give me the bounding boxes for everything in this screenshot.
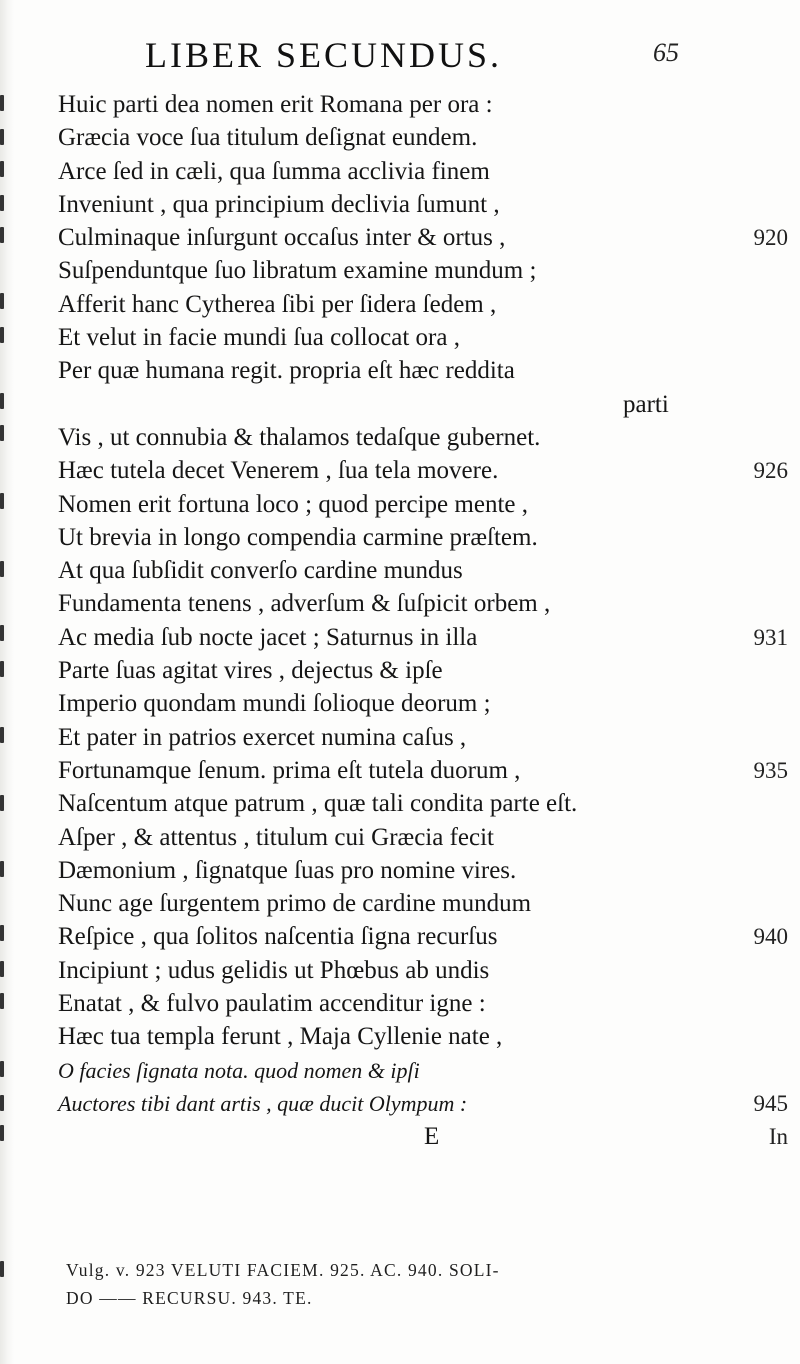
running-title: LIBER SECUNDUS.	[145, 35, 503, 75]
verse-text-line: Et pater in patrios exercet numina caſus ,	[58, 723, 467, 751]
verse-line	[58, 354, 788, 387]
verse-line	[58, 654, 788, 687]
verse-text-line: Græcia voce ſua titulum deſignat eundem.	[58, 124, 478, 152]
line-number: 940	[753, 924, 788, 950]
verse-text-line: Nomen erit fortuna loco ; quod percipe mente ,	[58, 490, 528, 518]
verse-line	[58, 821, 788, 854]
line-number: 920	[753, 225, 788, 251]
verse-text-line: Inveniunt , qua principium declivia ſumunt ,	[58, 190, 500, 218]
verse-text-line: Auctores tibi dant artis , quæ ducit Olympum :	[58, 1090, 468, 1116]
verse-text-line: Hæc tutela decet Venerem , ſua tela movere.	[58, 457, 499, 485]
verse-line	[58, 987, 788, 1020]
verse-text-line: Arce ſed in cæli, qua ſumma acclivia finem	[58, 157, 490, 185]
verse-text-line: Vis , ut connubia & thalamos tedaſque gubernet.	[58, 423, 541, 451]
verse-line	[58, 488, 788, 521]
verse-line	[58, 887, 788, 920]
verse-line	[58, 854, 788, 887]
verse-text-line: Culminaque inſurgunt occaſus inter & ortus ,	[58, 224, 506, 252]
verse-text-line: At qua ſubſidit converſo cardine mundus	[58, 557, 463, 585]
verse-text-line: Et velut in facie mundi ſua collocat ora ,	[58, 324, 460, 352]
verse-line	[58, 754, 788, 787]
verse-line	[58, 221, 788, 254]
page-header	[0, 34, 800, 74]
verse-line	[58, 388, 788, 421]
verse-line	[58, 188, 788, 221]
verse-text-line: Naſcentum atque patrum , quæ tali condita parte eſt.	[58, 790, 578, 818]
verse-line	[58, 1020, 788, 1053]
verse-text-line: Parte ſuas agitat vires , dejectus & ipſe	[58, 657, 443, 685]
verse-line	[58, 155, 788, 188]
verse-line	[58, 1087, 788, 1120]
verse-text-line: Dæmonium , ſignatque ſuas pro nomine vires.	[58, 856, 517, 884]
verse-line	[58, 454, 788, 487]
line-number: 931	[753, 624, 788, 650]
line-number: 926	[753, 458, 788, 484]
verse-text-line: Per quæ humana regit. propria eſt hæc reddita	[58, 357, 515, 385]
verse-line	[58, 587, 788, 620]
verse-text-line: Fundamenta tenens , adverſum & ſuſpicit orbem ,	[58, 590, 551, 618]
verse-line	[58, 920, 788, 953]
verse-line	[58, 721, 788, 754]
verse-text-line: Incipiunt ; udus gelidis ut Phœbus ab undis	[58, 956, 490, 984]
verse-line	[58, 954, 788, 987]
verse-text-line: Afferit hanc Cytherea ſibi per ſidera ſedem ,	[58, 290, 497, 318]
verse-text-line: Ac media ſub nocte jacet ; Saturnus in illa	[58, 623, 478, 651]
verse-line	[58, 621, 788, 654]
verse-line	[58, 787, 788, 820]
edge-marks	[0, 95, 8, 1335]
catchword-line	[58, 1120, 788, 1153]
verse-line	[58, 687, 788, 720]
verse-line	[58, 521, 788, 554]
verse-line	[58, 121, 788, 154]
verse-text-line: Fortunamque ſenum. prima eſt tutela duorum ,	[58, 756, 521, 784]
verse-text-line: Enatat , & fulvo paulatim accenditur igne :	[58, 990, 486, 1018]
page-number: 65	[653, 38, 679, 67]
signature-mark: E	[424, 1123, 440, 1151]
line-number: 945	[753, 1090, 788, 1116]
verse-text-line: Hæc tua templa ferunt , Maja Cyllenie nate ,	[58, 1023, 503, 1051]
verse-line	[58, 1054, 788, 1087]
footnote	[66, 1256, 786, 1312]
footnote-line: Vulg. v. 923 VELUTI FACIEM. 925. AC. 940. SOLI-	[66, 1260, 500, 1280]
verse-text-line: parti	[623, 390, 669, 418]
verse-line	[58, 321, 788, 354]
verse-line	[58, 288, 788, 321]
footnote-line: DO —— RECURSU. 943. TE.	[66, 1288, 313, 1308]
verse-text	[58, 88, 788, 1154]
verse-text-line: Reſpice , qua ſolitos naſcentia ſigna recurſus	[58, 923, 498, 951]
verse-line	[58, 421, 788, 454]
verse-line	[58, 254, 788, 287]
verse-text-line: Aſper , & attentus , titulum cui Græcia fecit	[58, 823, 494, 851]
line-number: 935	[753, 757, 788, 783]
verse-text-line: Huic parti dea nomen erit Romana per ora :	[58, 91, 493, 118]
catchword: In	[768, 1124, 788, 1150]
verse-line	[58, 88, 788, 121]
verse-text-line: Imperio quondam mundi ſolioque deorum ;	[58, 690, 491, 718]
verse-text-line: Nunc age ſurgentem primo de cardine mundum	[58, 890, 532, 918]
verse-text-line: Suſpenduntque ſuo libratum examine mundum ;	[58, 257, 537, 285]
verse-line	[58, 554, 788, 587]
verse-text-line: O facies ſignata nota. quod nomen & ipſi	[58, 1057, 420, 1083]
verse-text-line: Ut brevia in longo compendia carmine præſtem.	[58, 523, 538, 551]
